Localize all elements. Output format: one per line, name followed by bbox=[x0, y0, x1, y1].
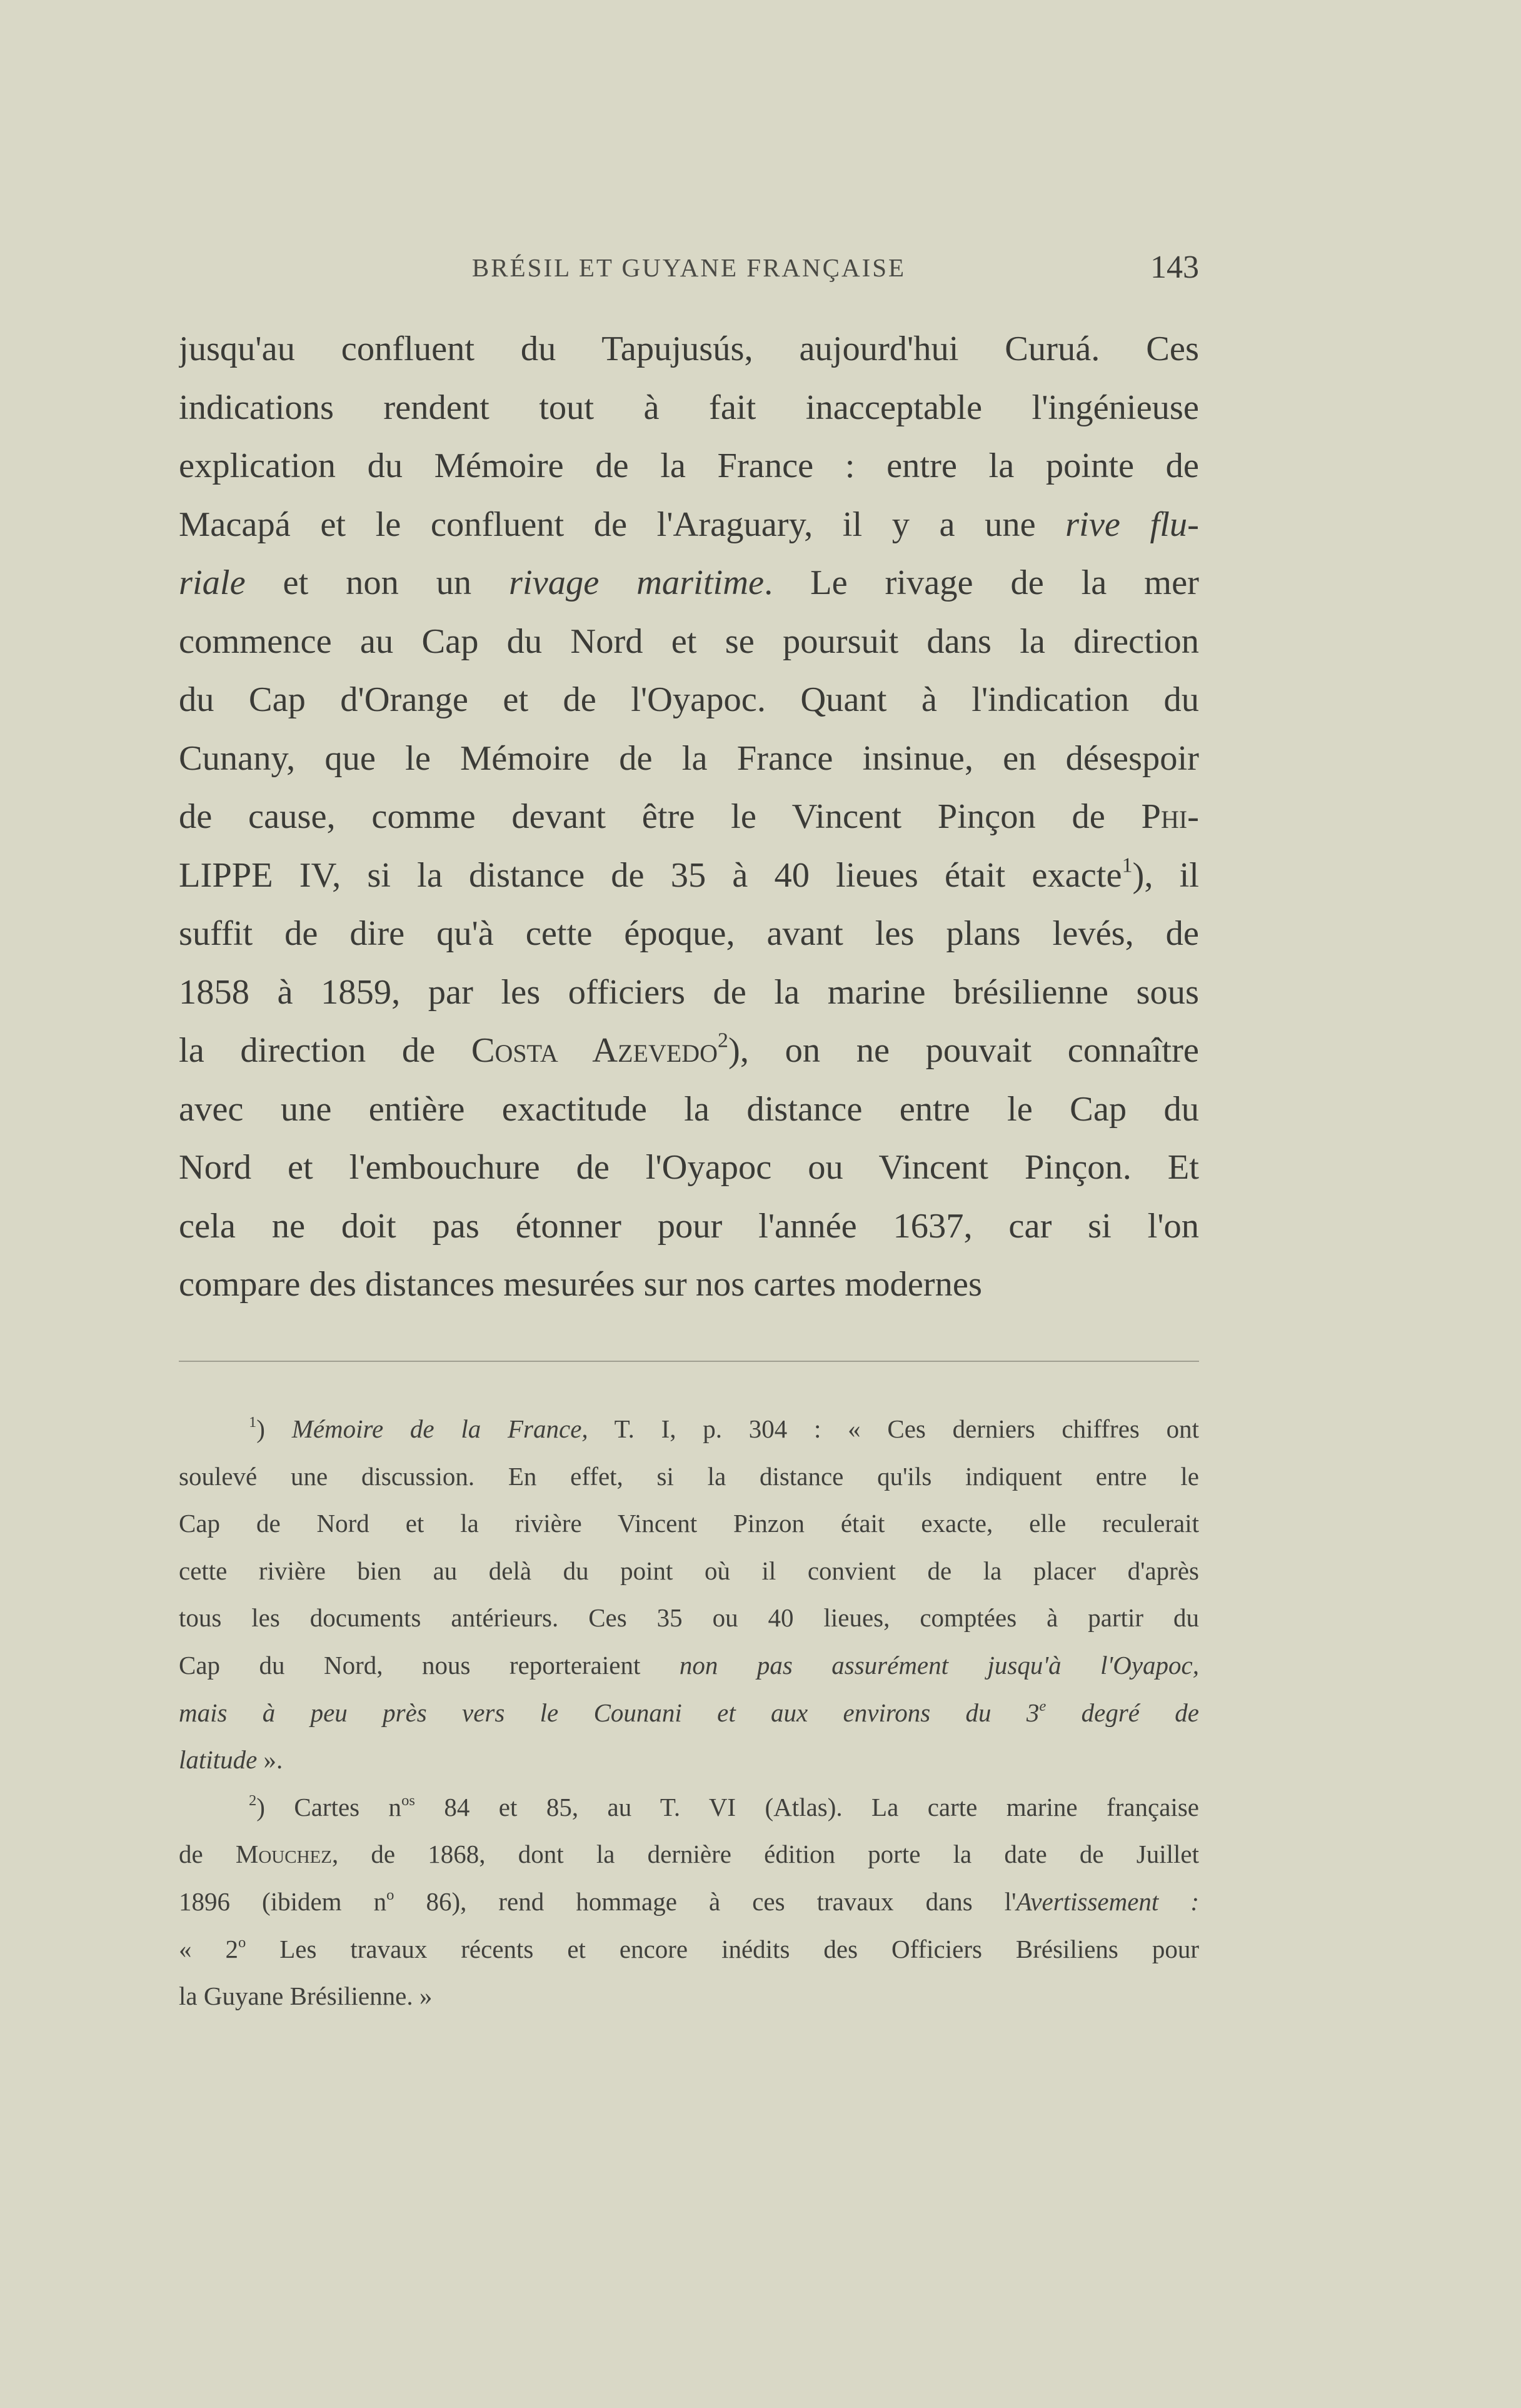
italic-term: rive flu- bbox=[1065, 505, 1199, 544]
footnote-ref: 2 bbox=[718, 1029, 728, 1052]
italic-term: non pas assurément jusqu'à l'Oyapoc, bbox=[679, 1650, 1199, 1680]
small-caps-name: Costa Azevedo bbox=[471, 1031, 718, 1070]
footnote-text-run: Les travaux récents et encore inédits des Officiers Brésiliens pour bbox=[246, 1934, 1199, 1963]
footnote-text-run: 84 et 85, au T. VI (Atlas). La carte marine française bbox=[414, 1792, 1199, 1821]
footnote-text-run: ) Cartes n bbox=[256, 1792, 402, 1821]
small-caps-name: LIPPE bbox=[179, 855, 273, 895]
footnote-line: soulevé une discussion. En effet, si la distance qu'ils indiquent entre le bbox=[179, 1461, 1199, 1491]
body-line bbox=[179, 554, 1199, 613]
footnote-line bbox=[179, 1784, 1199, 1831]
footnote-line: Cap de Nord et la rivière Vincent Pinzon était exacte, elle reculerait bbox=[179, 1509, 1199, 1538]
italic-term: Mémoire de la France, bbox=[291, 1414, 588, 1443]
body-text-run: IV, si la distance de 35 à 40 lieues était exacte bbox=[273, 855, 1122, 895]
page-number: 143 bbox=[1150, 249, 1199, 285]
body-line: cela ne doit pas étonner pour l'année 1637, car si l'on bbox=[179, 1206, 1199, 1246]
running-title: BRÉSIL ET GUYANE FRANÇAISE bbox=[471, 253, 906, 282]
body-line bbox=[179, 1022, 1199, 1081]
italic-term: mais à peu près vers le Counani et aux environs du 3 bbox=[179, 1698, 1040, 1727]
body-text-run: ), il bbox=[1132, 855, 1199, 895]
body-text-run: la direction de bbox=[179, 1031, 471, 1070]
body-line bbox=[179, 847, 1199, 905]
footnote-text-run: « 2 bbox=[179, 1934, 238, 1963]
footnote-line bbox=[179, 1831, 1199, 1878]
body-text-run: . Le rivage de la mer bbox=[764, 563, 1199, 602]
footnote-line: $^1$) Mémoire de la France, T. I, p. 304 : « Ces derniers chiffres ont bbox=[249, 1413, 1199, 1443]
footnote-ref: 1 bbox=[1122, 853, 1133, 877]
body-line: avec une entière exactitude la distance entre le Cap du bbox=[179, 1089, 1199, 1129]
superscript: o bbox=[238, 1933, 246, 1951]
body-text-run: Macapá et le confluent de l'Araguary, il y a une bbox=[179, 505, 1066, 544]
body-line bbox=[179, 496, 1199, 555]
body-line: explication du Mémoire de la France : entre la pointe de bbox=[179, 446, 1199, 485]
italic-term: Avertissement : bbox=[1016, 1887, 1199, 1916]
footnote-text-run: Cap du Nord, nous reporteraient bbox=[179, 1650, 680, 1680]
body-line: du Cap d'Orange et de l'Oyapoc. Quant à l'indication du bbox=[179, 680, 1199, 719]
footnote-line bbox=[179, 1642, 1199, 1690]
body-line: Cunany, que le Mémoire de la France insinue, en désespoir bbox=[179, 738, 1199, 778]
body-text-run: ), on ne pouvait connaître bbox=[728, 1031, 1199, 1070]
superscript: e bbox=[1039, 1697, 1047, 1715]
body-line: suffit de dire qu'à cette époque, avant les plans levés, de bbox=[179, 914, 1199, 953]
body-line bbox=[179, 788, 1199, 847]
small-caps-name: Mouchez, bbox=[235, 1840, 339, 1869]
body-line: commence au Cap du Nord et se poursuit dans la direction bbox=[179, 622, 1199, 661]
body-text-run: et non un bbox=[245, 563, 509, 602]
footnote-line: tous les documents antérieurs. Ces 35 ou 40 lieues, comptées à partir du bbox=[179, 1603, 1199, 1633]
book-page bbox=[179, 0, 1199, 2408]
footnote-line: la Guyane Brésilienne. » bbox=[179, 1982, 433, 2011]
footnote-line bbox=[179, 1736, 1199, 1784]
body-line: Nord et l'embouchure de l'Oyapoc ou Vincent Pinçon. Et bbox=[179, 1148, 1199, 1187]
footnote-line bbox=[179, 1878, 1199, 1926]
italic-term: riale bbox=[179, 563, 246, 602]
small-caps-name: Phi- bbox=[1141, 797, 1199, 836]
body-text-run: de cause, comme devant être le Vincent Pinçon de bbox=[179, 797, 1142, 836]
footnotes bbox=[179, 1406, 1199, 2020]
footnote-text-run: 1896 (ibidem n bbox=[179, 1887, 387, 1916]
italic-term: latitude bbox=[179, 1745, 258, 1775]
running-head bbox=[179, 249, 1199, 286]
footnote-mark: 2 bbox=[249, 1791, 257, 1809]
footnote-text-run: T. I, p. 304 : « Ces derniers chiffres ont bbox=[588, 1414, 1199, 1443]
footnote-divider bbox=[179, 1361, 1199, 1362]
footnote-text-run: de bbox=[179, 1840, 236, 1869]
body-text bbox=[179, 320, 1199, 1314]
body-line: compare des distances mesurées sur nos cartes modernes bbox=[179, 1265, 982, 1304]
italic-term: degré de bbox=[1046, 1698, 1199, 1727]
footnote-text-run: ». bbox=[257, 1745, 283, 1775]
footnote-mark: 1 bbox=[249, 1413, 257, 1431]
footnote-text-run: 86), rend hommage à ces travaux dans l' bbox=[394, 1887, 1017, 1916]
body-line: 1858 à 1859, par les officiers de la marine brésilienne sous bbox=[179, 972, 1199, 1012]
body-line: jusqu'au confluent du Tapujusús, aujourd'hui Curuá. Ces bbox=[179, 330, 1199, 368]
body-line: indications rendent tout à fait inacceptable l'ingénieuse bbox=[179, 388, 1199, 427]
superscript: os bbox=[401, 1791, 415, 1809]
footnote-line bbox=[179, 1926, 1199, 1973]
italic-term: rivage maritime bbox=[508, 563, 765, 602]
footnote-text-run: de 1868, dont la dernière édition porte la date de Juillet bbox=[338, 1840, 1199, 1869]
superscript: o bbox=[386, 1886, 394, 1903]
footnote-line: cette rivière bien au delà du point où il convient de la placer d'après bbox=[179, 1556, 1199, 1585]
footnote-line bbox=[179, 1690, 1199, 1737]
